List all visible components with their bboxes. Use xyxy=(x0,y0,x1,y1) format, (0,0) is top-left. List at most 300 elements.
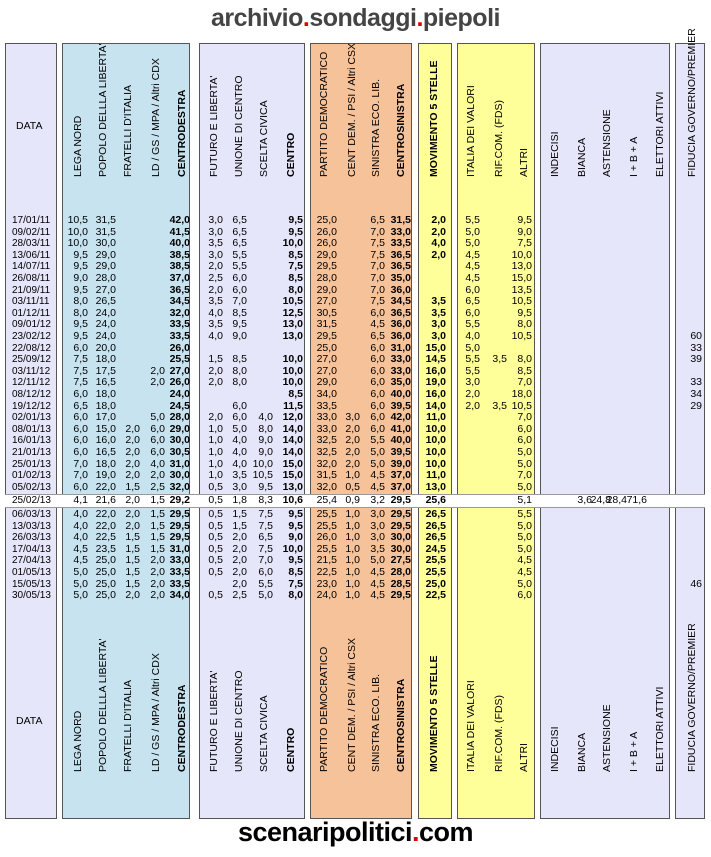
cell-cdx-2: 2,0 xyxy=(125,519,140,532)
cell-cdx-1: 29,0 xyxy=(95,260,116,273)
cell-csx-1: 0,5 xyxy=(345,480,360,493)
cell-alt-2: 5,0 xyxy=(517,577,532,590)
cell-cen-3: 13,0 xyxy=(282,480,303,493)
cell-cen-3: 10,5 xyxy=(282,295,303,308)
cell-cdx-3: 2,0 xyxy=(150,554,165,567)
cell-cdx-2: 1,5 xyxy=(125,531,140,544)
cell-cdx-3: 2,0 xyxy=(150,376,165,389)
cell-csx-3: 39,0 xyxy=(390,457,411,470)
col-header-ast-3-bottom: I + B + A xyxy=(628,731,640,772)
row-date: 30/05/13 xyxy=(12,590,51,602)
cell-alt-2: 7,5 xyxy=(517,237,532,250)
cell-cen-2: 10,0 xyxy=(252,457,273,470)
cell-cdx-0: 6,0 xyxy=(73,480,88,493)
cell-csx-2: 5,0 xyxy=(370,554,385,567)
date-header-top: DATA xyxy=(16,120,43,132)
cell-cdx-3: 2,0 xyxy=(150,469,165,482)
cell-cen-3: 11,5 xyxy=(283,399,303,412)
cell-cen-3: 14,0 xyxy=(282,422,303,435)
cell-cen-1: 5,0 xyxy=(232,422,247,435)
cell-ast-1: 24,8 xyxy=(590,494,611,507)
col-header-cdx-2-top: FRATELLI D'ITALIA xyxy=(122,84,134,177)
cell-cen-0: 4,0 xyxy=(208,306,223,319)
cell-cen-1: 6,5 xyxy=(232,214,247,226)
cell-cdx-3: 1,5 xyxy=(150,508,165,520)
cell-cen-1: 6,0 xyxy=(232,283,247,296)
cell-csx-3: 40,0 xyxy=(390,388,411,400)
cell-cen-0: 3,0 xyxy=(208,214,223,226)
cell-cen-1: 6,0 xyxy=(232,272,247,284)
cell-alt-2: 15,0 xyxy=(511,272,532,284)
cell-csx-1: 2,0 xyxy=(345,457,360,470)
cell-cen-1: 8,5 xyxy=(232,353,247,366)
cell-cen-0: 0,5 xyxy=(208,566,223,578)
cell-cdx-4: 28,0 xyxy=(169,411,190,424)
col-header-fid-0-top: FIDUCIA GOVERNO/PREMIER xyxy=(686,28,698,177)
cell-cen-3: 10,0 xyxy=(282,542,303,555)
cell-csx-2: 6,5 xyxy=(370,330,385,342)
row-date: 23/02/12 xyxy=(12,331,51,342)
cell-cdx-4: 30,5 xyxy=(169,446,190,458)
cell-cdx-0: 7,0 xyxy=(73,469,88,482)
cell-cdx-0: 7,5 xyxy=(73,376,88,389)
cell-m5s-0: 25,6 xyxy=(425,494,446,507)
col-header-alt-0-top: ITALIA DEI VALORI xyxy=(465,85,477,177)
cell-csx-0: 32,0 xyxy=(316,457,337,470)
cell-cdx-1: 24,0 xyxy=(95,318,116,331)
cell-csx-2: 3,5 xyxy=(370,542,385,555)
cell-csx-1: 1,0 xyxy=(345,519,360,532)
cell-cdx-3: 1,5 xyxy=(150,494,165,507)
cell-cen-0: 0,5 xyxy=(208,554,223,567)
cell-alt-2: 8,0 xyxy=(517,353,532,366)
cell-cdx-0: 6,0 xyxy=(73,434,88,447)
cell-cen-1: 2,0 xyxy=(232,531,247,544)
cell-m5s-0: 2,0 xyxy=(431,214,446,226)
cell-csx-2: 6,5 xyxy=(370,214,385,226)
col-header-cen-3-bottom: CENTRO xyxy=(285,727,297,772)
cell-csx-2: 5,0 xyxy=(370,457,385,470)
col-header-csx-2-bottom: SINISTRA ECO. LIB. xyxy=(370,673,382,772)
cell-cen-0: 2,5 xyxy=(208,272,223,284)
cell-m5s-0: 11,0 xyxy=(426,469,446,482)
cell-csx-2: 4,5 xyxy=(370,469,385,482)
cell-csx-2: 7,0 xyxy=(370,283,385,296)
row-date: 26/03/13 xyxy=(12,532,51,544)
cell-m5s-0: 10,0 xyxy=(425,446,446,458)
cell-cen-2: 9,5 xyxy=(258,480,273,493)
cell-m5s-0: 26,5 xyxy=(425,531,446,544)
cell-alt-0: 5,0 xyxy=(465,341,480,354)
cell-csx-2: 7,5 xyxy=(370,295,385,308)
cell-alt-0: 2,0 xyxy=(465,399,480,412)
col-header-csx-3-top: CENTROSINISTRA xyxy=(395,83,407,177)
cell-csx-2: 7,0 xyxy=(370,272,385,284)
cell-cdx-0: 7,0 xyxy=(73,457,88,470)
cell-alt-2: 5,0 xyxy=(517,542,532,555)
cell-cen-3: 10,0 xyxy=(282,353,303,366)
cell-csx-2: 6,0 xyxy=(370,388,385,400)
cell-cen-3: 9,5 xyxy=(288,214,303,226)
cell-cdx-3: 1,5 xyxy=(150,542,165,555)
cell-cdx-1: 17,0 xyxy=(95,411,116,424)
row-date: 08/01/13 xyxy=(12,423,51,435)
cell-cdx-0: 4,0 xyxy=(73,531,88,544)
cell-csx-3: 33,0 xyxy=(390,364,411,377)
cell-m5s-0: 3,0 xyxy=(431,318,446,331)
cell-cdx-2: 1,5 xyxy=(125,554,140,567)
cell-cdx-4: 26,0 xyxy=(169,376,190,389)
cell-m5s-0: 3,0 xyxy=(431,330,446,342)
cell-cdx-0: 5,0 xyxy=(73,577,88,590)
site-title-bottom: scenaripolitici.com xyxy=(237,817,474,847)
cell-m5s-0: 11,0 xyxy=(426,411,446,424)
cell-csx-2: 4,5 xyxy=(370,566,385,578)
col-header-ast-0-top: INDECISI xyxy=(549,131,561,177)
cell-cen-0: 0,5 xyxy=(208,519,223,532)
cell-cdx-2: 2,0 xyxy=(125,422,140,435)
cell-cdx-1: 18,0 xyxy=(95,399,116,412)
cell-cen-3: 9,0 xyxy=(288,531,303,544)
cell-cdx-1: 19,0 xyxy=(95,469,116,482)
cell-csx-2: 5,5 xyxy=(370,434,385,447)
cell-csx-3: 35,0 xyxy=(390,272,411,284)
cell-csx-1: 1,0 xyxy=(345,554,360,567)
cell-cdx-4: 25,5 xyxy=(169,353,190,366)
cell-cdx-4: 29,5 xyxy=(169,519,190,532)
cell-cen-1: 4,0 xyxy=(232,446,247,458)
cell-csx-0: 26,0 xyxy=(316,237,337,250)
col-header-m5s-0-bottom: MOVIMENTO 5 STELLE xyxy=(428,655,440,772)
cell-cen-2: 5,5 xyxy=(258,577,273,590)
cell-cdx-2: 2,0 xyxy=(125,457,140,470)
col-header-ast-1-top: BIANCA xyxy=(576,137,588,177)
cell-alt-2: 9,0 xyxy=(517,225,532,238)
col-header-ast-2-bottom: ASTENSIONE xyxy=(601,704,613,772)
cell-cdx-3: 5,0 xyxy=(150,411,165,424)
cell-alt-0: 5,5 xyxy=(465,364,480,377)
cell-cen-1: 4,0 xyxy=(232,434,247,447)
cell-csx-1: 1,0 xyxy=(345,589,360,602)
cell-cen-1: 6,0 xyxy=(232,411,247,424)
cell-cdx-1: 27,0 xyxy=(95,283,116,296)
cell-cen-3: 13,0 xyxy=(282,318,303,331)
cell-m5s-0: 14,5 xyxy=(425,353,446,366)
cell-cdx-4: 29,0 xyxy=(169,422,190,435)
cell-alt-2: 13,0 xyxy=(511,260,532,273)
cell-csx-3: 28,5 xyxy=(390,577,411,590)
col-header-csx-0-top: PARTITO DEMOCRATICO xyxy=(318,51,330,177)
cell-csx-2: 4,5 xyxy=(370,480,385,493)
cell-cen-0: 3,0 xyxy=(208,248,223,261)
cell-cen-3: 8,5 xyxy=(288,272,303,284)
cell-ast-2: 28,4 xyxy=(606,494,627,507)
cell-m5s-0: 10,0 xyxy=(425,457,446,470)
cell-m5s-0: 10,0 xyxy=(425,434,446,447)
cell-cdx-0: 8,0 xyxy=(73,295,88,308)
cell-cdx-2: 1,5 xyxy=(125,566,140,578)
cell-csx-2: 3,2 xyxy=(370,494,385,507)
col-header-m5s-0-top: MOVIMENTO 5 STELLE xyxy=(428,60,440,177)
cell-cen-1: 9,0 xyxy=(232,330,247,342)
cell-alt-2: 4,5 xyxy=(517,566,532,578)
cell-cen-3: 7,5 xyxy=(288,577,303,590)
cell-cen-1: 1,5 xyxy=(232,508,247,520)
cell-csx-0: 29,0 xyxy=(316,248,337,261)
cell-csx-3: 29,5 xyxy=(390,589,411,602)
row-date: 09/02/11 xyxy=(12,226,51,238)
col-header-csx-1-top: CENT DEM. / PSI / Altri CSX xyxy=(346,43,358,177)
cell-cdx-1: 22,0 xyxy=(95,508,116,520)
cell-cdx-4: 33,5 xyxy=(169,330,190,342)
cell-m5s-0: 22,5 xyxy=(425,589,446,602)
cell-alt-2: 5,1 xyxy=(517,494,532,507)
cell-cdx-0: 9,5 xyxy=(73,318,88,331)
col-header-alt-2-bottom: ALTRI xyxy=(518,743,530,772)
col-header-csx-1-bottom: CENT DEM. / PSI / Altri CSX xyxy=(346,638,358,772)
cell-alt-2: 5,0 xyxy=(517,457,532,470)
cell-m5s-0: 3,5 xyxy=(431,306,446,319)
cell-cdx-4: 34,5 xyxy=(169,295,190,308)
cell-cdx-0: 6,0 xyxy=(73,388,88,400)
cell-cdx-1: 23,5 xyxy=(95,542,116,555)
cell-csx-3: 41,0 xyxy=(390,422,411,435)
cell-cdx-0: 6,0 xyxy=(73,446,88,458)
cell-csx-1: 1,0 xyxy=(345,531,360,544)
cell-csx-3: 33,0 xyxy=(390,225,411,238)
cell-csx-3: 36,0 xyxy=(390,283,411,296)
cell-csx-1: 2,0 xyxy=(345,422,360,435)
cell-cen-0: 3,0 xyxy=(208,225,223,238)
cell-csx-0: 31,5 xyxy=(316,469,337,482)
cell-csx-2: 6,0 xyxy=(370,353,385,366)
cell-csx-0: 29,0 xyxy=(316,283,337,296)
cell-cdx-2: 2,0 xyxy=(125,434,140,447)
cell-csx-1: 1,0 xyxy=(345,566,360,578)
cell-csx-0: 26,0 xyxy=(316,531,337,544)
col-header-cen-0-top: FUTURO E LIBERTA' xyxy=(208,75,220,177)
cell-cdx-1: 18,0 xyxy=(95,388,116,400)
cell-alt-2: 10,0 xyxy=(511,248,532,261)
cell-cdx-3: 2,0 xyxy=(150,577,165,590)
col-header-cdx-0-bottom: LEGA NORD xyxy=(72,710,84,772)
cell-csx-0: 28,0 xyxy=(316,272,337,284)
cell-csx-0: 22,5 xyxy=(316,566,337,578)
cell-alt-2: 5,0 xyxy=(517,480,532,493)
cell-csx-0: 25,0 xyxy=(316,214,337,226)
cell-cen-1: 2,0 xyxy=(232,577,247,590)
cell-alt-2: 5,0 xyxy=(517,531,532,544)
cell-cdx-1: 22,0 xyxy=(95,480,116,493)
cell-alt-2: 18,0 xyxy=(511,388,532,400)
cell-csx-2: 7,5 xyxy=(370,237,385,250)
cell-cdx-4: 29,5 xyxy=(169,531,190,544)
cell-csx-0: 32,5 xyxy=(316,446,337,458)
cell-cdx-4: 30,0 xyxy=(169,434,190,447)
cell-cen-3: 8,0 xyxy=(288,589,303,602)
cell-cen-1: 3,0 xyxy=(232,480,247,493)
cell-cen-1: 9,5 xyxy=(232,318,247,331)
cell-alt-0: 6,0 xyxy=(465,306,480,319)
cell-cdx-1: 22,0 xyxy=(95,519,116,532)
cell-cen-1: 6,5 xyxy=(232,237,247,250)
cell-m5s-0: 15,0 xyxy=(425,341,446,354)
cell-cen-1: 8,0 xyxy=(232,364,247,377)
col-header-cen-0-bottom: FUTURO E LIBERTA' xyxy=(208,670,220,772)
row-date: 16/01/13 xyxy=(12,435,51,447)
cell-csx-1: 1,0 xyxy=(345,469,360,482)
cell-cdx-4: 24,5 xyxy=(169,399,190,412)
row-date: 22/08/12 xyxy=(12,342,51,354)
cell-cdx-4: 26,0 xyxy=(169,341,190,354)
cell-cen-0: 1,0 xyxy=(208,469,223,482)
cell-csx-0: 25,0 xyxy=(316,341,337,354)
cell-cen-1: 8,5 xyxy=(232,306,247,319)
cell-csx-3: 42,0 xyxy=(390,411,411,424)
row-date: 28/03/11 xyxy=(12,238,51,250)
cell-csx-3: 29,5 xyxy=(390,508,411,520)
cell-csx-3: 27,5 xyxy=(390,554,411,567)
cell-cdx-4: 27,0 xyxy=(169,364,190,377)
cell-alt-2: 10,5 xyxy=(511,330,532,342)
cell-csx-0: 25,4 xyxy=(316,494,337,507)
cell-csx-2: 4,5 xyxy=(370,318,385,331)
cell-csx-2: 7,0 xyxy=(370,260,385,273)
cell-cen-0: 2,0 xyxy=(208,411,223,424)
cell-alt-1: 3,5 xyxy=(492,399,507,412)
cell-cdx-4: 33,5 xyxy=(169,577,190,590)
cell-cdx-1: 31,5 xyxy=(95,225,116,238)
cell-cdx-3: 2,0 xyxy=(150,566,165,578)
cell-alt-0: 6,0 xyxy=(465,283,480,296)
cell-cdx-2: 1,5 xyxy=(125,480,140,493)
cell-csx-0: 21,5 xyxy=(316,554,337,567)
cell-alt-2: 13,5 xyxy=(511,283,532,296)
cell-cen-2: 9,0 xyxy=(258,446,273,458)
cell-m5s-0: 10,0 xyxy=(425,422,446,435)
cell-cen-3: 12,5 xyxy=(282,306,303,319)
cell-csx-2: 7,0 xyxy=(370,225,385,238)
cell-alt-0: 5,5 xyxy=(465,214,480,226)
cell-cen-0: 3,5 xyxy=(208,318,223,331)
cell-fid-0: 29 xyxy=(690,399,702,412)
cell-csx-0: 25,5 xyxy=(316,508,337,520)
row-date: 15/05/13 xyxy=(12,578,51,590)
cell-alt-0: 5,5 xyxy=(465,318,480,331)
cell-alt-0: 6,5 xyxy=(465,295,480,308)
cell-cdx-3: 4,0 xyxy=(150,457,165,470)
cell-cdx-4: 38,5 xyxy=(169,260,190,273)
cell-cen-1: 7,0 xyxy=(232,295,247,308)
cell-csx-0: 27,0 xyxy=(316,353,337,366)
cell-cdx-0: 9,5 xyxy=(73,248,88,261)
cell-cdx-1: 18,0 xyxy=(95,457,116,470)
cell-csx-2: 6,0 xyxy=(370,422,385,435)
cell-alt-1: 3,5 xyxy=(492,353,507,366)
cell-alt-2: 7,0 xyxy=(517,411,532,424)
cell-cdx-1: 16,0 xyxy=(95,434,116,447)
cell-alt-2: 9,5 xyxy=(517,306,532,319)
row-date: 06/03/13 xyxy=(12,509,51,520)
date-header-bottom: DATA xyxy=(16,715,43,727)
cell-csx-2: 6,0 xyxy=(370,399,385,412)
cell-csx-3: 31,0 xyxy=(390,341,411,354)
cell-fid-0: 46 xyxy=(690,577,702,590)
cell-fid-0: 33 xyxy=(690,341,702,354)
cell-cdx-2: 1,5 xyxy=(125,577,140,590)
cell-cen-2: 4,0 xyxy=(258,411,273,424)
cell-csx-0: 29,5 xyxy=(316,330,337,342)
row-date: 25/09/12 xyxy=(12,354,51,366)
cell-cen-0: 1,0 xyxy=(208,422,223,435)
cell-cdx-0: 10,0 xyxy=(67,225,88,238)
cell-cen-1: 1,5 xyxy=(232,519,247,532)
cell-m5s-0: 25,5 xyxy=(425,566,446,578)
cell-csx-3: 34,5 xyxy=(390,295,411,308)
cell-cdx-4: 38,5 xyxy=(169,248,190,261)
cell-cdx-4: 31,0 xyxy=(169,542,190,555)
cell-cdx-0: 4,0 xyxy=(73,508,88,520)
cell-cen-0: 0,5 xyxy=(208,494,223,507)
cell-csx-3: 37,0 xyxy=(390,469,411,482)
cell-csx-1: 1,0 xyxy=(345,577,360,590)
cell-m5s-0: 16,0 xyxy=(425,364,446,377)
cell-m5s-0: 26,5 xyxy=(425,519,446,532)
cell-m5s-0: 24,5 xyxy=(425,542,446,555)
cell-cen-1: 2,5 xyxy=(232,589,247,602)
cell-csx-1: 3,0 xyxy=(345,411,360,424)
cell-cdx-4: 29,5 xyxy=(169,508,190,520)
row-date: 13/03/13 xyxy=(12,520,51,532)
cell-cen-3: 8,5 xyxy=(288,248,303,261)
col-header-cdx-3-bottom: LD / GS / MPA / Altri CDX xyxy=(150,653,162,772)
cell-csx-2: 5,0 xyxy=(370,446,385,458)
cell-cen-0: 1,0 xyxy=(208,434,223,447)
cell-csx-3: 39,5 xyxy=(390,399,411,412)
cell-cen-1: 2,0 xyxy=(232,542,247,555)
row-date: 25/02/13 xyxy=(12,495,51,507)
cell-cdx-1: 24,0 xyxy=(95,330,116,342)
row-date: 21/01/13 xyxy=(12,447,51,458)
cell-cdx-1: 29,0 xyxy=(95,248,116,261)
row-date: 12/11/12 xyxy=(12,377,51,389)
col-header-ast-1-bottom: BIANCA xyxy=(576,732,588,772)
cell-cen-1: 6,0 xyxy=(232,399,247,412)
cell-cen-1: 5,5 xyxy=(232,260,247,273)
cell-cdx-3: 2,0 xyxy=(150,364,165,377)
row-date: 08/12/12 xyxy=(12,389,51,400)
cell-csx-3: 36,5 xyxy=(390,306,411,319)
cell-csx-2: 6,0 xyxy=(370,411,385,424)
cell-csx-0: 25,5 xyxy=(316,519,337,532)
cell-cen-3: 8,5 xyxy=(288,566,303,578)
cell-cdx-4: 41,5 xyxy=(169,225,190,238)
cell-alt-2: 7,0 xyxy=(517,469,532,482)
col-header-cen-2-top: SCELTA CIVICA xyxy=(258,100,270,177)
cell-cen-3: 12,0 xyxy=(282,411,303,424)
cell-cen-0: 0,5 xyxy=(208,589,223,602)
cell-cdx-0: 4,5 xyxy=(73,554,88,567)
cell-cdx-0: 5,0 xyxy=(73,589,88,602)
cell-ast-0: 3,6 xyxy=(577,494,592,507)
cell-cen-3: 9,5 xyxy=(288,519,303,532)
col-header-cdx-3-top: LD / GS / MPA / Altri CDX xyxy=(150,58,162,177)
cell-csx-0: 23,0 xyxy=(316,577,337,590)
cell-cdx-0: 4,1 xyxy=(73,494,88,507)
cell-cdx-4: 36,5 xyxy=(169,283,190,296)
cell-alt-2: 5,0 xyxy=(517,519,532,532)
cell-csx-3: 30,0 xyxy=(390,531,411,544)
